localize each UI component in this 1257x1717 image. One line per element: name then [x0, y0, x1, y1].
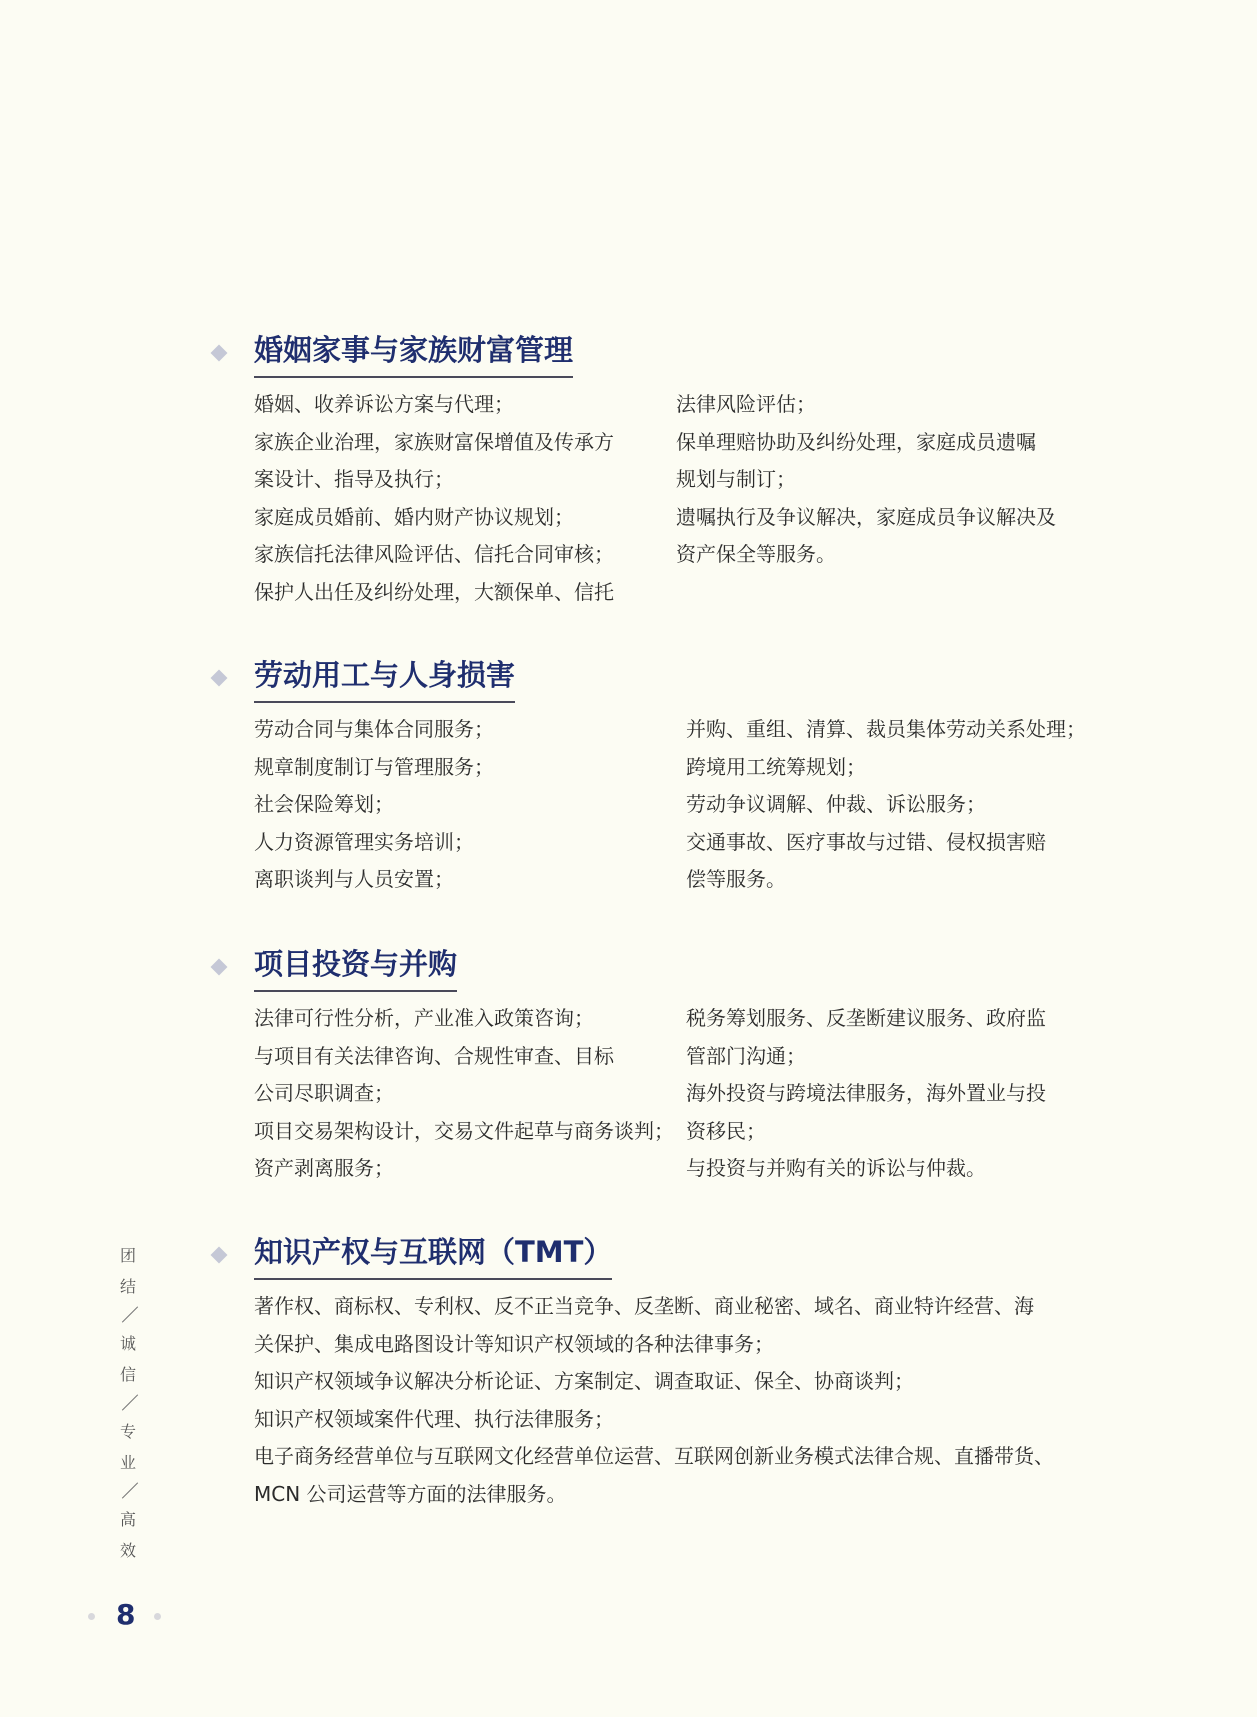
text-line: 并购、重组、清算、裁员集体劳动关系处理；: [686, 717, 1086, 741]
text-line: 遗嘱执行及争议解决，家庭成员争议解决及: [676, 504, 1056, 529]
text-line: 知识产权领域案件代理、执行法律服务；: [254, 1406, 614, 1431]
section-heading: [210, 944, 1090, 990]
page-footer: [88, 1595, 178, 1635]
text-line: 保单理赔协助及纠纷处理，家庭成员遗嘱: [676, 429, 1036, 454]
text-line: 家族企业治理，家族财富保增值及传承方: [254, 429, 614, 454]
text-line: 保护人出任及纠纷处理，大额保单、信托: [254, 579, 614, 604]
left-column: [254, 711, 494, 899]
diamond-bullet-icon: [211, 959, 228, 976]
text-line: 跨境用工统筹规划；: [686, 754, 866, 779]
section-ip-internet-tmt: [210, 1232, 1090, 1514]
text-line: 项目交易架构设计，交易文件起草与商务谈判；: [254, 1118, 674, 1143]
text-line: 劳动合同与集体合同服务；: [254, 717, 494, 741]
slash-divider: [116, 1390, 140, 1416]
text-line: 家庭成员婚前、婚内财产协议规划；: [254, 504, 574, 529]
dot-decoration-icon: [154, 1613, 161, 1620]
motto-char: 结: [119, 1277, 136, 1296]
text-line: 著作权、商标权、专利权、反不正当竞争、反垄断、商业秘密、域名、商业特许经营、海: [254, 1294, 1034, 1318]
diamond-bullet-icon: [211, 345, 228, 362]
motto-char: 诚: [119, 1334, 136, 1353]
text-line: 婚姻、收养诉讼方案与代理；: [254, 392, 514, 416]
text-line: 海外投资与跨境法律服务，海外置业与投: [686, 1081, 1046, 1106]
section-heading: [210, 655, 1090, 701]
text-line: 规划与制订；: [676, 467, 796, 492]
text-line: 管部门沟通；: [686, 1043, 806, 1068]
slash-divider: [116, 1478, 140, 1504]
text-line: 知识产权领域争议解决分析论证、方案制定、调查取证、保全、协商谈判；: [254, 1369, 914, 1394]
text-line: 与项目有关法律咨询、合规性审查、目标: [254, 1043, 614, 1068]
text-line: 离职谈判与人员安置；: [254, 867, 454, 892]
right-column: [686, 1000, 1046, 1188]
right-column: [676, 386, 1056, 574]
text-line: 家族信托法律风险评估、信托合同审核；: [254, 542, 614, 567]
motto-char: 效: [119, 1541, 136, 1560]
motto-char: 团: [119, 1246, 136, 1265]
text-line: 交通事故、医疗事故与过错、侵权损害赔: [686, 829, 1046, 854]
motto-char: 高: [119, 1510, 136, 1529]
section-heading: [210, 1232, 1090, 1278]
text-line: 社会保险筹划；: [254, 792, 394, 817]
section-marriage-family-wealth: [210, 330, 1090, 604]
slash-divider: [116, 1302, 140, 1328]
right-column: [686, 711, 1086, 899]
text-line: MCN 公司运营等方面的法律服务。: [254, 1481, 567, 1506]
motto-char: 信: [119, 1365, 136, 1384]
full-width-body: [254, 1288, 1090, 1514]
section-title: 婚姻家事与家族财富管理: [254, 330, 573, 378]
section-title: 项目投资与并购: [254, 944, 457, 992]
text-line: 案设计、指导及执行；: [254, 467, 454, 492]
text-line: 人力资源管理实务培训；: [254, 829, 474, 854]
section-title: 劳动用工与人身损害: [254, 655, 515, 703]
section-heading: [210, 330, 1090, 376]
diamond-bullet-icon: [211, 670, 228, 687]
text-line: 资移民；: [686, 1118, 766, 1143]
dot-decoration-icon: [88, 1613, 95, 1620]
text-line: 法律可行性分析，产业准入政策咨询；: [254, 1006, 594, 1030]
left-column: [254, 386, 614, 612]
text-line: 资产剥离服务；: [254, 1156, 394, 1181]
section-labor-personal-injury: [210, 655, 1090, 892]
text-line: 与投资与并购有关的诉讼与仲裁。: [686, 1156, 986, 1181]
text-line: 公司尽职调查；: [254, 1081, 394, 1106]
motto-char: 业: [119, 1453, 136, 1472]
text-line: 资产保全等服务。: [676, 542, 836, 567]
page-number: 8: [116, 1598, 136, 1631]
text-line: 电子商务经营单位与互联网文化经营单位运营、互联网创新业务模式法律合规、直播带货、: [254, 1444, 1054, 1469]
motto-char: 专: [119, 1422, 136, 1441]
left-column: [254, 1000, 674, 1188]
text-line: 法律风险评估；: [676, 392, 816, 416]
text-line: 规章制度制订与管理服务；: [254, 754, 494, 779]
text-line: 关保护、集成电路图设计等知识产权领域的各种法律事务；: [254, 1331, 774, 1356]
text-line: 偿等服务。: [686, 867, 786, 892]
vertical-motto: [116, 1240, 140, 1566]
text-line: 税务筹划服务、反垄断建议服务、政府监: [686, 1006, 1046, 1030]
section-title: 知识产权与互联网（TMT）: [254, 1232, 612, 1280]
diamond-bullet-icon: [211, 1247, 228, 1264]
section-investment-mna: [210, 944, 1090, 1181]
text-line: 劳动争议调解、仲裁、诉讼服务；: [686, 792, 986, 817]
